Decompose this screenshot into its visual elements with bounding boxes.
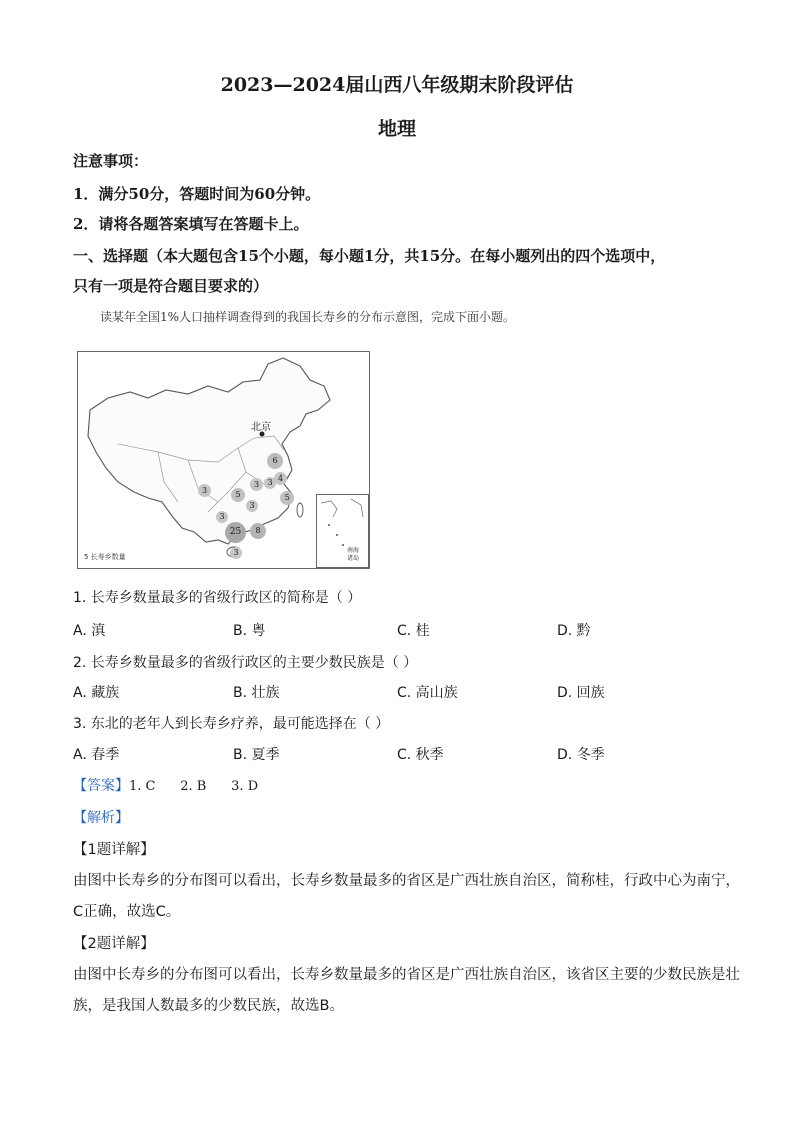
question-1-option-c: C. 桂 bbox=[397, 623, 430, 639]
question-2-option-b: B. 壮族 bbox=[233, 685, 280, 701]
marker-count: 25 bbox=[225, 522, 246, 543]
question-1-option-b: B. 粤 bbox=[233, 623, 266, 639]
question-2-option-d: D. 回族 bbox=[557, 685, 605, 701]
question-2-option-a: A. 藏族 bbox=[73, 685, 120, 701]
question-2-option-c: C. 高山族 bbox=[397, 685, 458, 701]
question-2-stem: 2. 长寿乡数量最多的省级行政区的主要少数民族是（ ） bbox=[73, 655, 418, 671]
china-outline bbox=[88, 358, 330, 544]
notice-item-2: 2．请将各题答案填写在答题卡上。 bbox=[73, 215, 309, 233]
marker-count: 8 bbox=[250, 523, 266, 539]
question-1-option-a: A. 滇 bbox=[73, 623, 106, 639]
inset-label-1: 南海 bbox=[347, 547, 360, 554]
marker-count: 5 bbox=[231, 488, 245, 502]
map-legend: 5 长寿乡数量 bbox=[84, 553, 126, 561]
taiwan-island bbox=[297, 503, 303, 517]
question-3-stem: 3. 东北的老年人到长寿乡疗养，最可能选择在（ ） bbox=[73, 716, 390, 732]
inset-label-2: 诸岛 bbox=[347, 555, 360, 562]
beijing-label: 北京 bbox=[251, 422, 271, 433]
question-3-option-d: D. 冬季 bbox=[557, 747, 605, 763]
marker-count: 3 bbox=[198, 484, 211, 497]
notice-item-1: 1．满分50分，答题时间为60分钟。 bbox=[73, 185, 321, 203]
question-intro: 读某年全国1%人口抽样调查得到的我国长寿乡的分布示意图，完成下面小题。 bbox=[100, 310, 516, 324]
marker-count: 3 bbox=[246, 500, 258, 512]
notice-heading: 注意事项： bbox=[73, 152, 149, 170]
marker-count: 3 bbox=[216, 511, 228, 523]
q1-detail-label: 【1题详解】 bbox=[73, 842, 155, 858]
exam-title: 2023—2024届山西八年级期末阶段评估 bbox=[220, 74, 574, 96]
question-3-option-c: C. 秋季 bbox=[397, 747, 444, 763]
marker-count: 3 bbox=[264, 477, 276, 489]
question-1-stem: 1. 长寿乡数量最多的省级行政区的简称是（ ） bbox=[73, 590, 362, 606]
marker-count: 4 bbox=[274, 472, 287, 485]
question-1-option-d: D. 黔 bbox=[557, 623, 591, 639]
answer-label: 【答案】 bbox=[73, 778, 129, 794]
marker-count: 6 bbox=[267, 453, 283, 469]
exam-subject: 地理 bbox=[377, 118, 416, 140]
q2-detail-line-1: 由图中长寿乡的分布图可以看出，长寿乡数量最多的省区是广西壮族自治区，该省区主要的少数民族是壮 bbox=[73, 967, 740, 983]
analysis-label: 【解析】 bbox=[73, 810, 129, 826]
answer-values: 1. C 2. B 3. D bbox=[129, 779, 259, 794]
q2-detail-line-2: 族，是我国人数最多的少数民族，故选B。 bbox=[73, 998, 344, 1014]
question-3-option-a: A. 春季 bbox=[73, 747, 120, 763]
marker-count: 3 bbox=[250, 478, 263, 491]
south-china-sea-inset bbox=[316, 494, 369, 568]
marker-count: 3 bbox=[230, 547, 242, 559]
q1-detail-line-2: C正确，故选C。 bbox=[73, 904, 181, 920]
q1-detail-line-1: 由图中长寿乡的分布图可以看出，长寿乡数量最多的省区是广西壮族自治区，简称桂，行政中心为南宁， bbox=[73, 873, 740, 889]
marker-count: 5 bbox=[280, 491, 294, 505]
inset-drawing bbox=[317, 495, 368, 567]
section-instructions-line-1: 一、选择题（本大题包含15个小题，每小题1分，共15分。在每小题列出的四个选项中， bbox=[73, 247, 666, 265]
question-3-option-b: B. 夏季 bbox=[233, 747, 280, 763]
answer-row bbox=[73, 775, 258, 795]
china-longevity-map bbox=[77, 351, 370, 569]
section-instructions-line-2: 只有一项是符合题目要求的） bbox=[73, 277, 269, 295]
q2-detail-label: 【2题详解】 bbox=[73, 936, 155, 952]
